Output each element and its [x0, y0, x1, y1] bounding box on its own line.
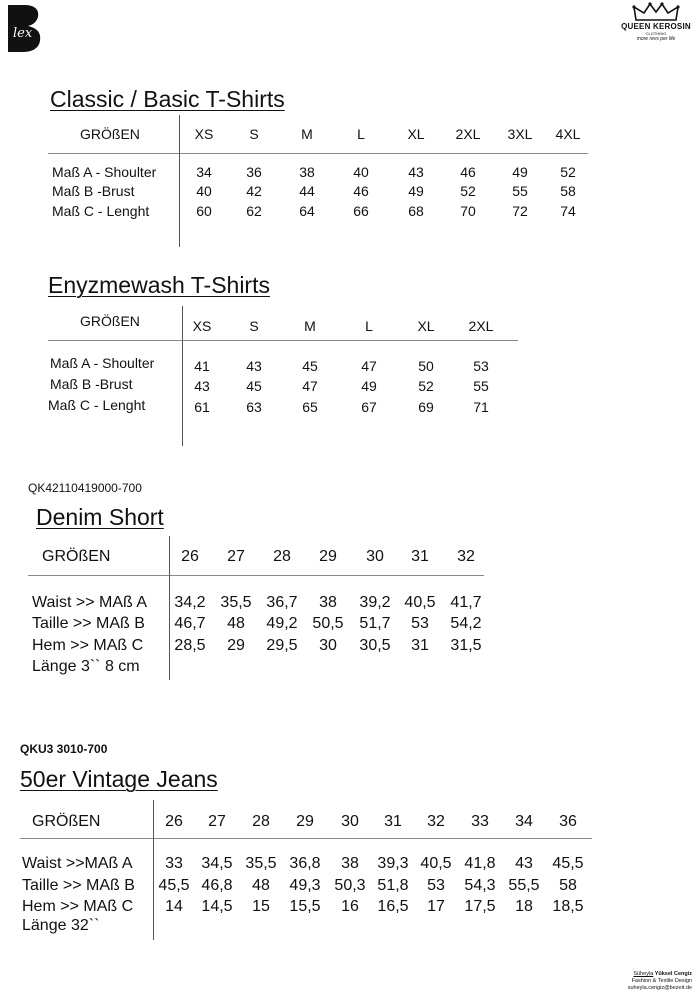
- table-cell: 67: [361, 399, 377, 415]
- table-cell: 30,5: [359, 637, 391, 654]
- table-cell: 14,5: [201, 898, 233, 915]
- row-label: Maß B -Brust: [50, 376, 133, 392]
- table-cell: 41,8: [464, 855, 496, 872]
- table-cell: 47: [361, 358, 377, 374]
- size-header: XS: [192, 318, 212, 334]
- queen-kerosin-logo: [618, 2, 694, 66]
- table-cell: 53: [473, 358, 489, 374]
- size-header: 36: [559, 813, 577, 830]
- table-title: 50er Vintage Jeans: [20, 766, 218, 792]
- table-cell: 29,5: [266, 637, 298, 654]
- size-header-label: GRÖßEN: [80, 313, 140, 329]
- table-cell: 58: [560, 183, 576, 199]
- table-cell: 55: [473, 378, 489, 394]
- table-cell: 58: [559, 877, 577, 894]
- table-cell: 28,5: [174, 637, 206, 654]
- table-cell: 39,2: [359, 594, 391, 611]
- credit-name-rest: Yüksel Cengiz: [653, 971, 692, 977]
- table-cell: 63: [246, 399, 262, 415]
- table-cell: 54,2: [450, 615, 482, 632]
- credit-name: [628, 971, 692, 978]
- table-cell: 55,5: [508, 877, 540, 894]
- table-cell: 16,5: [377, 898, 409, 915]
- size-header: 28: [273, 548, 291, 565]
- table-cell: 30: [319, 637, 337, 654]
- crown-icon: [632, 2, 680, 22]
- table-cell: 40: [353, 164, 369, 180]
- size-header: 26: [165, 813, 183, 830]
- table-cell: 65: [302, 399, 318, 415]
- table-cell: 33: [165, 855, 183, 872]
- table-cell: 40: [196, 183, 212, 199]
- table-cell: 54,3: [464, 877, 496, 894]
- table-cell: 14: [165, 898, 183, 915]
- size-header: S: [249, 126, 259, 142]
- table-cell: 46: [460, 164, 476, 180]
- table-cell: 46,8: [201, 877, 233, 894]
- table-cell: 49: [408, 183, 424, 199]
- table-cell: 62: [246, 203, 262, 219]
- row-label: Hem >> MAß C: [22, 898, 134, 915]
- brand-sub: CLOTHING: [645, 31, 667, 36]
- table-cell: 41: [194, 358, 210, 374]
- table-cell: 55: [512, 183, 528, 199]
- row-label: Maß B -Brust: [52, 183, 135, 199]
- table-title: Denim Short: [36, 504, 164, 530]
- table-cell: 42: [246, 183, 262, 199]
- table-cell: 60: [196, 203, 212, 219]
- table-cell: 49,3: [289, 877, 321, 894]
- table-cell: 69: [418, 399, 434, 415]
- table-cell: 38: [319, 594, 337, 611]
- table-cell: 39,3: [377, 855, 409, 872]
- table-cell: 72: [512, 203, 528, 219]
- table-cell: 48: [252, 877, 270, 894]
- brand-tagline: more revs per life: [636, 36, 676, 42]
- table-cell: 64: [299, 203, 315, 219]
- size-header: 2XL: [468, 318, 494, 334]
- size-header: 32: [457, 548, 475, 565]
- lex-logo-mark: [4, 2, 46, 54]
- table-cell: 46: [353, 183, 369, 199]
- table-title: Classic / Basic T-Shirts: [50, 86, 285, 112]
- table-cell: 68: [408, 203, 424, 219]
- row-label: Taille >> MAß B: [32, 615, 145, 632]
- brand-name: QUEEN KEROSIN: [621, 22, 691, 31]
- table-cell: 45: [302, 358, 318, 374]
- table-cell: 35,5: [220, 594, 252, 611]
- table-cell: 35,5: [245, 855, 277, 872]
- table-cell: 50,3: [334, 877, 366, 894]
- table-cell: 17,5: [464, 898, 496, 915]
- table-cell: 34,2: [174, 594, 206, 611]
- header-divider: [20, 838, 592, 839]
- table-cell: 31,5: [450, 637, 482, 654]
- size-header: 2XL: [455, 126, 481, 142]
- table-cell: 43: [194, 378, 210, 394]
- size-header: 3XL: [507, 126, 533, 142]
- size-header: XL: [417, 318, 435, 334]
- table-cell: 38: [299, 164, 315, 180]
- row-label: Maß A - Shoulter: [52, 164, 157, 180]
- size-header: M: [301, 126, 313, 142]
- length-note: Länge 3`` 8 cm: [32, 658, 140, 675]
- credit-email: suheyla.cengiz@bezeit.de: [627, 985, 692, 991]
- header-divider: [48, 153, 588, 154]
- table-cell: 18: [515, 898, 533, 915]
- size-header: L: [357, 126, 365, 142]
- credit-name-underlined: Süheyla: [633, 971, 654, 977]
- table-title: Enyzmewash T-Shirts: [48, 272, 270, 298]
- length-note: Länge 32``: [22, 917, 100, 934]
- credit-role: Fashion & Textile Design: [631, 978, 692, 984]
- table-cell: 47: [302, 378, 318, 394]
- product-code: QK42110419000-700: [28, 481, 142, 495]
- table-cell: 52: [418, 378, 434, 394]
- table-cell: 43: [408, 164, 424, 180]
- size-header: 29: [296, 813, 314, 830]
- size-header: M: [304, 318, 316, 334]
- size-header: 30: [366, 548, 384, 565]
- table-cell: 40,5: [420, 855, 452, 872]
- table-cell: 15: [252, 898, 270, 915]
- table-cell: 49,2: [266, 615, 298, 632]
- table-cell: 45,5: [158, 877, 190, 894]
- size-header: 26: [181, 548, 199, 565]
- table-cell: 50,5: [312, 615, 344, 632]
- size-header: 27: [208, 813, 226, 830]
- row-label: Hem >> MAß C: [32, 637, 144, 654]
- table-cell: 49: [512, 164, 528, 180]
- table-cell: 70: [460, 203, 476, 219]
- table-cell: 36,8: [289, 855, 321, 872]
- header-divider: [28, 575, 484, 576]
- lex-logo: [4, 2, 46, 54]
- size-header: 31: [384, 813, 402, 830]
- table-cell: 15,5: [289, 898, 321, 915]
- row-label: Taille >> MAß B: [22, 877, 135, 894]
- size-header: 33: [471, 813, 489, 830]
- table-cell: 52: [460, 183, 476, 199]
- table-cell: 66: [353, 203, 369, 219]
- svg-text:lex: lex: [13, 26, 33, 41]
- size-header: 30: [341, 813, 359, 830]
- product-code: QKU3 3010-700: [20, 742, 108, 756]
- size-header: 28: [252, 813, 270, 830]
- size-header: 27: [227, 548, 245, 565]
- table-cell: 71: [473, 399, 489, 415]
- table-cell: 51,7: [359, 615, 391, 632]
- size-header: 29: [319, 548, 337, 565]
- table-cell: 34,5: [201, 855, 233, 872]
- table-cell: 53: [427, 877, 445, 894]
- table-cell: 16: [341, 898, 359, 915]
- row-label: Maß A - Shoulter: [50, 355, 155, 371]
- size-header: 34: [515, 813, 533, 830]
- table-cell: 52: [560, 164, 576, 180]
- header-divider: [48, 340, 518, 341]
- table-cell: 53: [411, 615, 429, 632]
- size-header-label: GRÖßEN: [80, 126, 140, 142]
- table-cell: 18,5: [552, 898, 584, 915]
- table-cell: 43: [246, 358, 262, 374]
- size-header: 4XL: [555, 126, 581, 142]
- table-cell: 44: [299, 183, 315, 199]
- size-header-label: GRÖßEN: [42, 548, 111, 565]
- table-cell: 46,7: [174, 615, 206, 632]
- table-cell: 40,5: [404, 594, 436, 611]
- table-cell: 48: [227, 615, 245, 632]
- table-cell: 50: [418, 358, 434, 374]
- row-label: Waist >>MAß A: [22, 855, 133, 872]
- column-divider: [182, 306, 183, 446]
- table-cell: 29: [227, 637, 245, 654]
- table-cell: 38: [341, 855, 359, 872]
- designer-credit: [628, 971, 692, 992]
- table-cell: 36: [246, 164, 262, 180]
- size-header: XS: [194, 126, 214, 142]
- table-cell: 17: [427, 898, 445, 915]
- column-divider: [179, 115, 180, 247]
- row-label: Maß C - Lenght: [48, 397, 146, 413]
- table-cell: 36,7: [266, 594, 298, 611]
- table-cell: 51,8: [377, 877, 409, 894]
- size-header: XL: [407, 126, 425, 142]
- size-header: 32: [427, 813, 445, 830]
- table-cell: 31: [411, 637, 429, 654]
- size-header: S: [249, 318, 259, 334]
- table-cell: 45: [246, 378, 262, 394]
- table-cell: 41,7: [450, 594, 482, 611]
- size-header: 31: [411, 548, 429, 565]
- row-label: Waist >> MAß A: [32, 594, 147, 611]
- size-header: L: [365, 318, 373, 334]
- size-header-label: GRÖßEN: [32, 813, 101, 830]
- table-cell: 74: [560, 203, 576, 219]
- row-label: Maß C - Lenght: [52, 203, 150, 219]
- table-cell: 49: [361, 378, 377, 394]
- table-cell: 34: [196, 164, 212, 180]
- table-cell: 45,5: [552, 855, 584, 872]
- table-cell: 61: [194, 399, 210, 415]
- table-cell: 43: [515, 855, 533, 872]
